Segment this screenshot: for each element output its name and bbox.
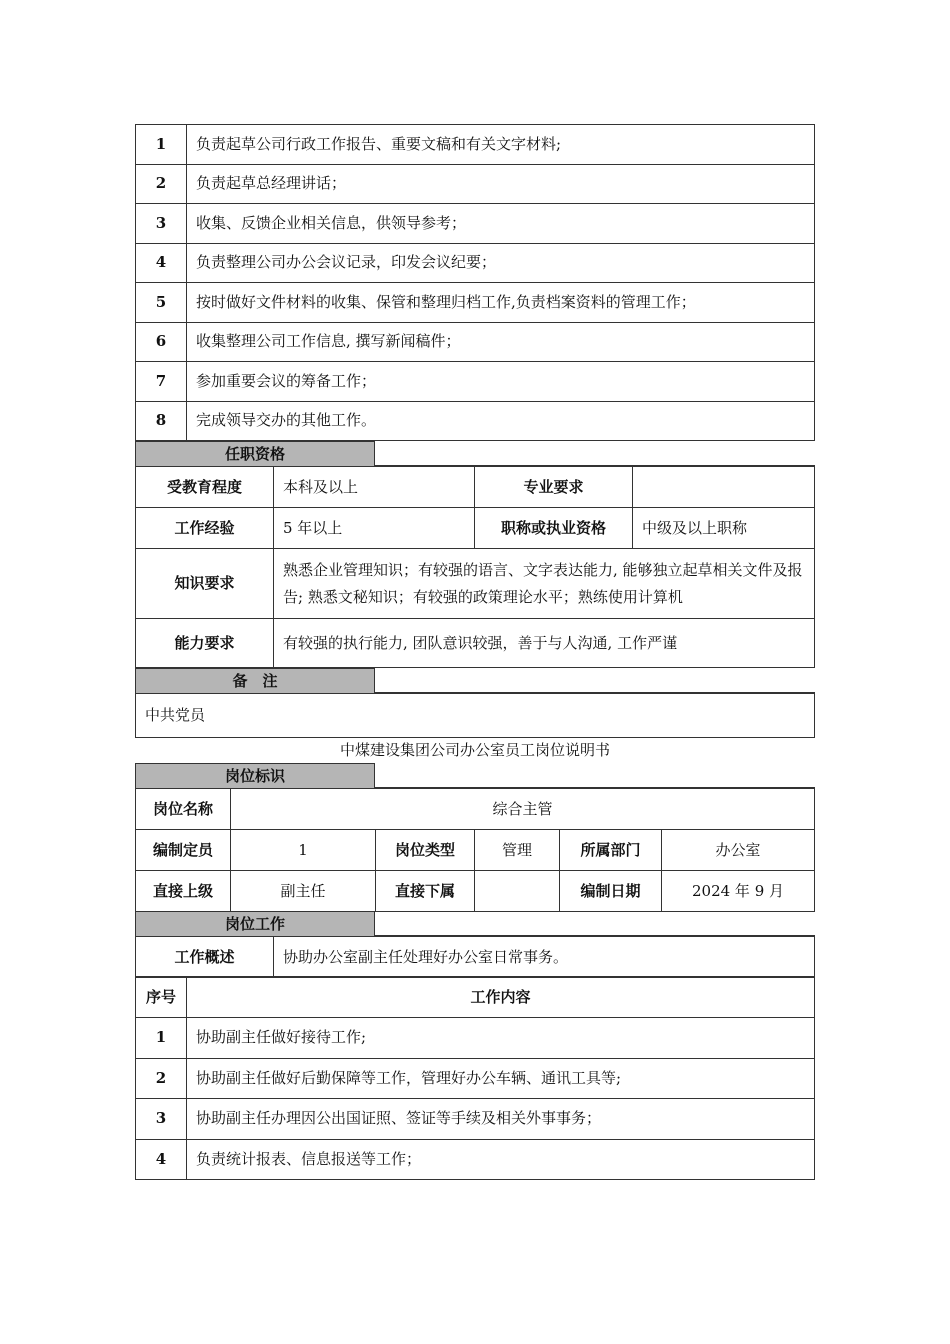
position-id-section-header [135,763,815,788]
duty-number: 4 [136,243,187,283]
duty-number: 6 [136,322,187,362]
subordinate-label: 直接下属 [376,871,475,912]
duty-row [136,1139,815,1180]
duty-number: 1 [136,1018,187,1059]
major-label: 专业要求 [475,467,633,508]
duty-number: 3 [136,1099,187,1140]
duty-text: 协助副主任做好后勤保障等工作，管理好办公车辆、通讯工具等; [187,1058,815,1099]
section-title: 岗位工作 [135,911,375,937]
dept-label: 所属部门 [560,830,662,871]
knowledge-label: 知识要求 [136,549,274,619]
type-label: 岗位类型 [376,830,475,871]
work-duties-table [135,976,815,1180]
duty-text: 参加重要会议的筹备工作； [187,362,815,402]
content-header: 工作内容 [187,977,815,1018]
date-value: 2024 年 9 月 [662,871,815,912]
duties-table-top [135,124,815,441]
duty-row [136,204,815,244]
duty-row [136,401,815,441]
knowledge-value: 熟悉企业管理知识；有较强的语言、文字表达能力, 能够独立起草相关文件及报告; 熟悉文秘知识；有较强的政策理论水平；熟练使用计算机 [274,549,815,619]
duty-row [136,125,815,165]
ability-label: 能力要求 [136,619,274,668]
duty-number: 8 [136,401,187,441]
section-title: 备 注 [135,668,375,694]
duty-row [136,322,815,362]
qualifications-table [135,466,815,668]
position-id-table [135,788,815,912]
duty-row [136,243,815,283]
duty-row [136,1018,815,1059]
remarks-table [135,693,815,738]
duty-text: 按时做好文件材料的收集、保管和整理归档工作,负责档案资料的管理工作； [187,283,815,323]
section-title: 岗位标识 [135,763,375,789]
position-name-label: 岗位名称 [136,789,231,830]
date-label: 编制日期 [560,871,662,912]
duty-text: 负责整理公司办公会议记录，印发会议纪要； [187,243,815,283]
duty-row [136,283,815,323]
position-work-section-header [135,911,815,936]
overview-label: 工作概述 [136,937,274,978]
duty-number: 7 [136,362,187,402]
duty-text: 完成领导交办的其他工作。 [187,401,815,441]
major-value [633,467,815,508]
quota-value: 1 [231,830,376,871]
duty-text: 负责起草总经理讲话； [187,164,815,204]
qualifications-section-header [135,441,815,466]
duty-row [136,1099,815,1140]
superior-label: 直接上级 [136,871,231,912]
duty-number: 1 [136,125,187,165]
overview-value: 协助办公室副主任处理好办公室日常事务。 [274,937,815,978]
title-value: 中级及以上职称 [633,508,815,549]
remarks-value: 中共党员 [136,694,815,738]
duty-row [136,1058,815,1099]
education-value: 本科及以上 [274,467,475,508]
subordinate-value [475,871,560,912]
duty-number: 4 [136,1139,187,1180]
duty-text: 负责起草公司行政工作报告、重要文稿和有关文字材料; [187,125,815,165]
superior-value: 副主任 [231,871,376,912]
experience-label: 工作经验 [136,508,274,549]
duty-number: 3 [136,204,187,244]
experience-value: 5 年以上 [274,508,475,549]
dept-value: 办公室 [662,830,815,871]
duty-text: 收集、反馈企业相关信息，供领导参考； [187,204,815,244]
ability-value: 有较强的执行能力, 团队意识较强，善于与人沟通, 工作严谨 [274,619,815,668]
title-label: 职称或执业资格 [475,508,633,549]
duty-row [136,362,815,402]
duty-number: 2 [136,164,187,204]
document-caption: 中煤建设集团公司办公室员工岗位说明书 [339,741,610,759]
quota-label: 编制定员 [136,830,231,871]
position-name-value: 综合主管 [231,789,815,830]
no-header: 序号 [136,977,187,1018]
duty-number: 2 [136,1058,187,1099]
duty-text: 协助副主任做好接待工作; [187,1018,815,1059]
type-value: 管理 [475,830,560,871]
duty-text: 收集整理公司工作信息, 撰写新闻稿件； [187,322,815,362]
remarks-section-header [135,668,815,693]
duty-text: 负责统计报表、信息报送等工作； [187,1139,815,1180]
duty-number: 5 [136,283,187,323]
education-label: 受教育程度 [136,467,274,508]
duty-text: 协助副主任办理因公出国证照、签证等手续及相关外事事务； [187,1099,815,1140]
duty-row [136,164,815,204]
section-title: 任职资格 [135,441,375,467]
overview-table [135,936,815,978]
